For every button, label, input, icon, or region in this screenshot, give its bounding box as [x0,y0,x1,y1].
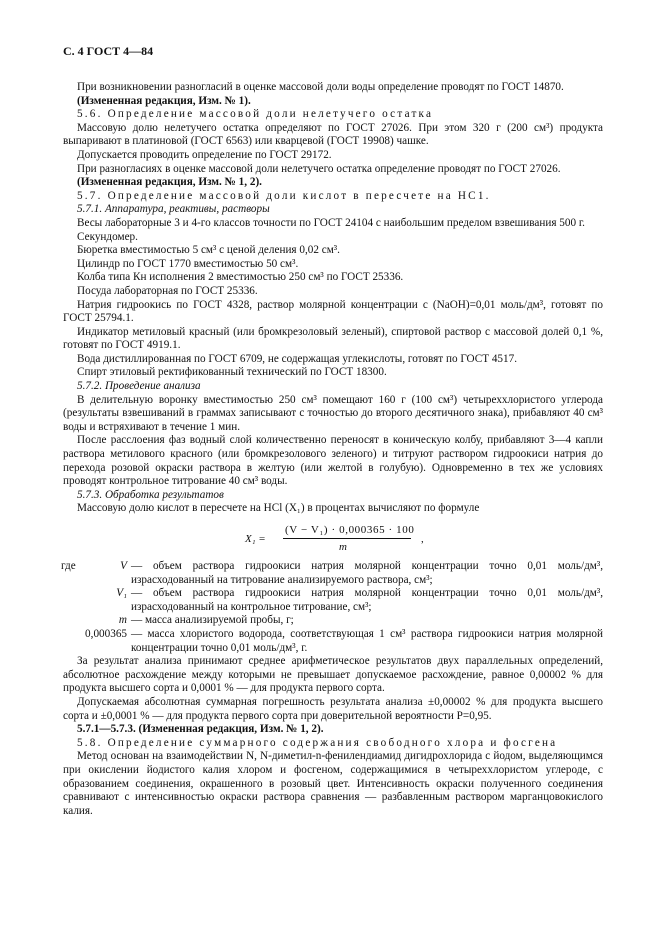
legend-symbol-constant: 0,000365 [85,627,127,640]
paragraph-formula-intro: Массовую долю кислот в пересчете на НСl (X₁) в процентах вычисляют по формуле [77,502,480,515]
paragraph-analysis-step-2: После расслоения фаз водный слой количественно переносят в коническую колбу, прибавляют 3—4 капли раствора метилового красного (или бромкрезолового зеленого) и титруют раствором гидроокиси натрия до перехода розовой окраски раствора в желтую (или желтой в голубую). Одновременно в тех же условиях проводят контрольное титрование 40 см³ воды. [63,434,603,488]
item-cylinder: Цилиндр по ГОСТ 1770 вместимостью 50 см³. [77,257,299,270]
amendment-note-1: (Измененная редакция, Изм. № 1). [77,94,251,107]
paragraph-error: Допускаемая абсолютная суммарная погрешность результата анализа ±0,00002 % для продукта высшего сорта и ±0,0001 % — для продукта первого сорта при доверительной вероятности Р=0,95. [63,695,603,722]
paragraph-method-5-8: Метод основан на взаимодействии N, N-диметил-n-фенилендиамид дигидрохлорида с йодом, выделяющимся при окислении йодистого калия хлором и фосгеном, содержащимися в четыреххлористом углероде, с образованием соединения, окрашенного в розовый цвет. Интенсивность окраски полученного соединения сравнивают с интенсивностью окраски раствора сравнения — разбавленным раствором марганцовокислого калия. [63,750,603,817]
subsection-5-7-3-title: 5.7.3. Обработка результатов [77,488,224,501]
document-page [63,44,603,818]
formula-x1 [63,522,603,556]
formula-fraction-bar [283,538,411,539]
legend-text-m: — масса анализируемой пробы, г; [131,614,294,627]
section-5-8-title: 5.8. Определение суммарного содержания свободного хлора и фосгена [77,736,558,749]
legend-row-v [63,560,603,587]
legend-text-v1: — объем раствора гидроокиси натрия молярной концентрации точно 0,01 моль/дм³, израсходованный на контрольное титрование, см³; [131,587,603,613]
item-scales: Весы лабораторные 3 и 4-го классов точности по ГОСТ 24104 с наибольшим пределом взвешивания 500 г. [77,216,585,229]
item-water: Вода дистиллированная по ГОСТ 6709, не содержащая углекислоты, готовят по ГОСТ 4517. [77,352,518,365]
subsection-5-7-2-title: 5.7.2. Проведение анализа [77,380,201,393]
subsection-5-7-1-title: 5.7.1. Аппаратура, реактивы, растворы [77,203,270,216]
legend-row-m [63,614,603,628]
item-burette: Бюретка вместимостью 5 см³ с ценой деления 0,02 см³. [77,244,340,257]
item-stopwatch: Секундомер. [77,230,138,243]
amendment-note-3: 5.7.1—5.7.3. (Измененная редакция, Изм. № 1, 2). [77,723,324,736]
item-naoh: Натрия гидроокись по ГОСТ 4328, раствор молярной концентрации с (NaOH)=0,01 моль/дм³, готовят по ГОСТ 25794.1. [63,298,603,325]
item-indicator: Индикатор метиловый красный (или бромкрезоловый зеленый), спиртовой раствор с массовой долей 0,1 %, готовят по ГОСТ 4919.1. [63,325,603,352]
legend-symbol-v1: V₁ [116,587,127,600]
legend-text-v: — объем раствора гидроокиси натрия молярной концентрации точно 0,01 моль/дм³, израсходованный на титрование анализируемого раствора, см³; [131,560,603,586]
item-labware: Посуда лабораторная по ГОСТ 25336. [77,284,258,297]
legend-text-constant: — масса хлористого водорода, соответствующая 1 см³ раствора гидроокиси натрия молярной концентрации точно 0,01 моль/дм³, г. [131,627,603,654]
paragraph-analysis-step-1: В делительную воронку вместимостью 250 см³ помещают 160 г (100 см³) четыреххлористого углерода (результаты взвешиваний в граммах записывают с точностью до второго десятичного знака), прибавляют 40 см³ воды и встряхивают в течение 1 мин. [63,393,603,433]
section-5-7-title: 5.7. Определение массовой доли кислот в пересчете на НС1. [77,189,491,202]
item-flask: Колба типа Кн исполнения 2 вместимостью 250 см³ по ГОСТ 25336. [77,271,404,284]
legend-symbol-m: m [118,614,127,627]
amendment-note-2: (Измененная редакция, Изм. № 1, 2). [77,176,262,189]
formula-denominator: m [339,541,347,553]
formula-legend [63,560,603,655]
legend-row-v1 [63,587,603,614]
legend-symbol-v: V [120,560,127,572]
paragraph-residue-disputes: При разногласиях в оценке массовой доли нелетучего остатка определение проводят по ГОСТ 27026. [77,162,561,175]
formula-numerator: (V − V₁) · 0,000365 · 100 [285,524,415,536]
formula-lhs: X₁ = [245,533,266,545]
paragraph-residue-alt: Допускается проводить определение по ГОСТ 29172. [77,148,332,161]
paragraph-water-disputes: При возникновении разногласий в оценке массовой доли воды определение проводят по ГОСТ 14870. [77,81,564,93]
page-header: С. 4 ГОСТ 4—84 [63,44,154,58]
legend-where-word: где [61,560,76,572]
item-ethanol: Спирт этиловый ректификованный технический по ГОСТ 18300. [77,366,387,379]
paragraph-residue-method: Массовую долю нелетучего остатка определяют по ГОСТ 27026. При этом 320 г (200 см³) продукта выпаривают в платиновой (ГОСТ 6563) или кварцевой (ГОСТ 19908) чашке. [63,121,603,148]
section-5-6-title: 5.6. Определение массовой доли нелетучего остатка [77,108,434,121]
paragraph-result: За результат анализа принимают среднее арифметическое результатов двух параллельных определений, абсолютное расхождение между которыми не превышает допускаемое расхождение, равное 0,00002 % для продукта высшего сорта и 0,0001 % — для продукта первого сорта. [63,655,603,695]
formula-comma: , [421,533,424,545]
legend-row-constant [63,628,603,655]
